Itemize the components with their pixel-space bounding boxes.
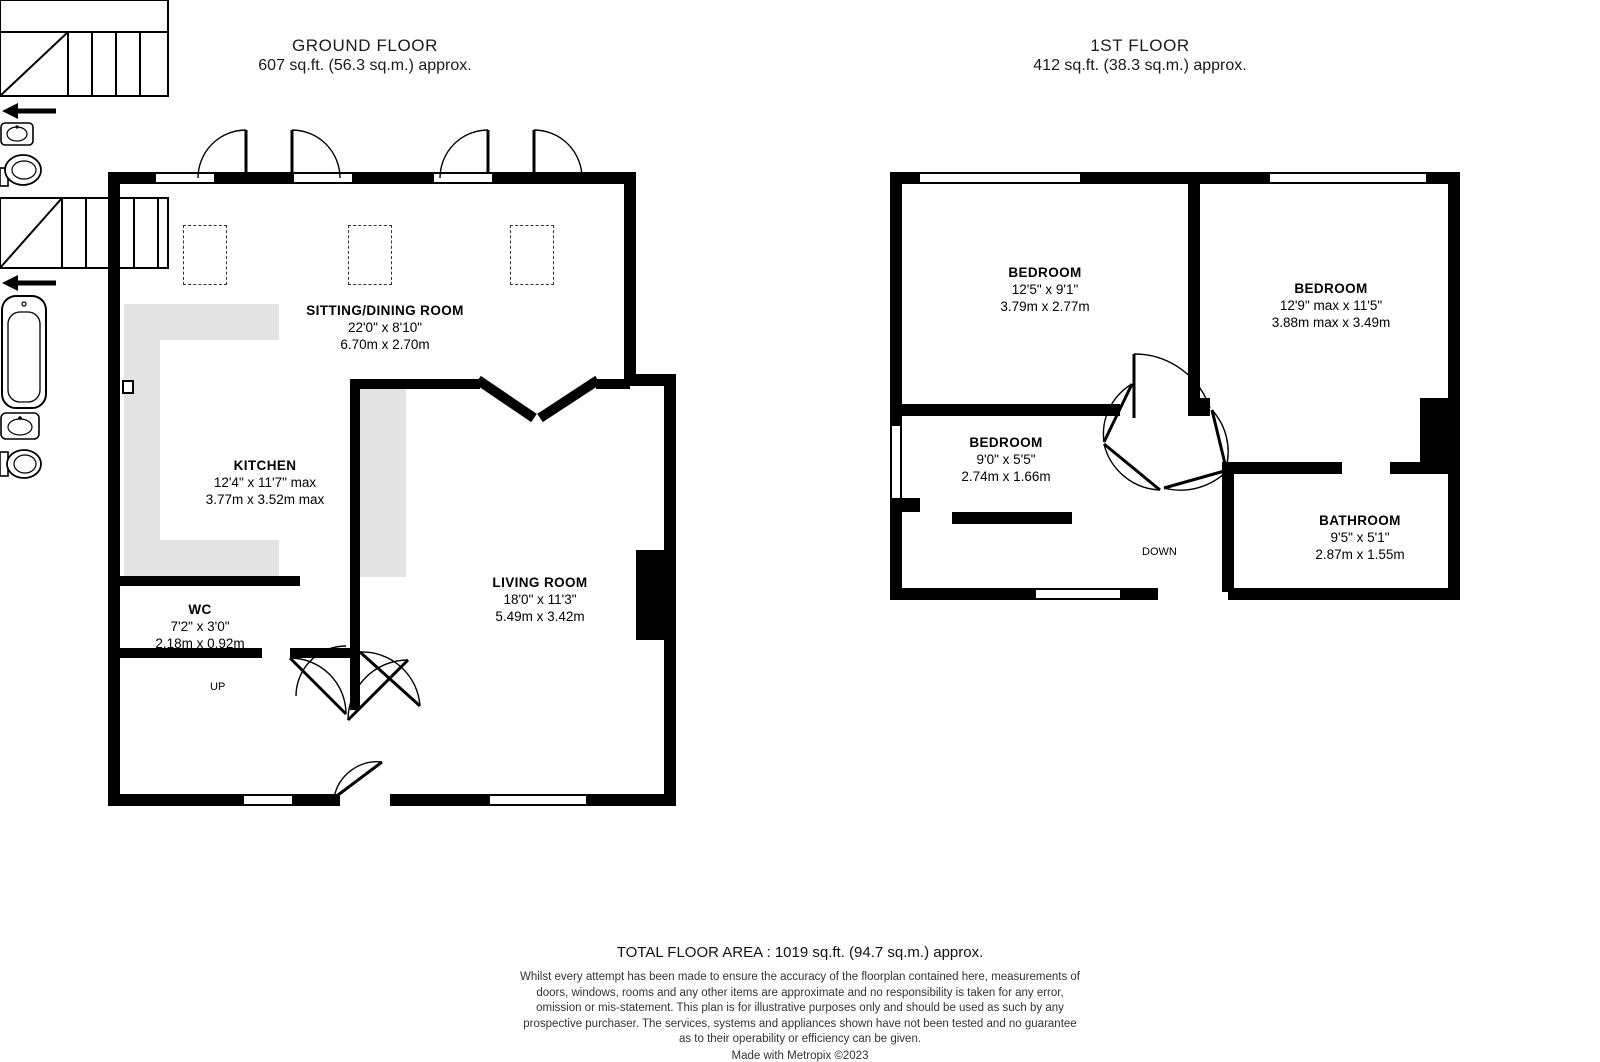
total-floor-area: TOTAL FLOOR AREA : 1019 sq.ft. (94.7 sq.m.) approx.	[616, 944, 984, 961]
room-label-bedroom-2	[1226, 280, 1436, 331]
ground-floor-title: GROUND FLOOR	[291, 36, 439, 55]
room-dims-imperial: 9'0" x 5'5"	[976, 452, 1036, 467]
room-name: LIVING ROOM	[492, 575, 588, 590]
room-dims-metric: 5.49m x 3.42m	[495, 609, 585, 624]
room-dims-imperial: 7'2" x 3'0"	[170, 619, 230, 634]
room-dims-imperial: 12'5" x 9'1"	[1011, 282, 1079, 297]
room-name: KITCHEN	[233, 458, 297, 473]
room-name: BATHROOM	[1319, 513, 1401, 528]
door-arc-front-left	[196, 128, 262, 180]
wall-bottom-left	[108, 794, 244, 806]
window-rear-right	[488, 794, 590, 806]
wall-bottom-mid-2	[390, 794, 492, 806]
ff-wall-bed3-left-stub	[890, 498, 920, 512]
room-label-bedroom-1	[940, 264, 1150, 315]
first-floor-area: 412 sq.ft. (38.3 sq.m.) approx.	[1033, 57, 1247, 74]
window-side-left	[122, 380, 134, 394]
room-dims-metric: 2.87m x 1.55m	[1315, 547, 1405, 562]
ff-wall-left-lower	[890, 500, 902, 600]
opening-splay-left	[476, 378, 536, 420]
disclaimer-text: Whilst every attempt has been made to ensure the accuracy of the floorplan contained here, measurements of doors, windows, rooms and any other items are approximate and no responsibility is taken for any error, omission or mis-statement. This plan is for illustrative purposes only and should be used as such by any prospective purchaser. The services, systems and appliances shown have not been tested and no guarantee as to their operability or efficiency can be given.	[520, 971, 1080, 1045]
ff-wall-bed2-right-stub	[1420, 398, 1460, 464]
ceiling-feature-1	[183, 225, 227, 285]
room-dims-imperial: 12'9" max x 11'5"	[1279, 298, 1383, 313]
window-rear-left	[242, 794, 296, 806]
wall-top-mid-2	[352, 172, 434, 184]
room-name: WC	[188, 602, 212, 617]
wall-right-upper	[624, 172, 636, 384]
wall-wc-top	[120, 576, 300, 586]
room-dims-imperial: 18'0" x 11'3"	[503, 592, 577, 607]
opening-splay-right	[538, 378, 600, 420]
room-dims-metric: 6.70m x 2.70m	[340, 337, 430, 352]
room-name: BEDROOM	[1008, 265, 1082, 280]
room-dims-metric: 2.74m x 1.66m	[961, 469, 1051, 484]
room-name: BEDROOM	[1294, 281, 1368, 296]
room-label-bathroom	[1256, 512, 1464, 563]
ff-window-front-right	[1268, 172, 1428, 184]
footer	[0, 944, 1600, 1062]
room-dims-metric: 3.77m x 3.52m max	[205, 492, 325, 507]
room-name: SITTING/DINING ROOM	[306, 303, 464, 318]
ff-wall-bottom-mid	[1118, 588, 1158, 600]
first-floor-title: 1ST FLOOR	[1090, 36, 1190, 55]
door-arc-front-right-2	[518, 128, 584, 180]
made-with-metropix: Made with Metropix ©2023	[731, 1049, 869, 1062]
wall-left-upper	[108, 172, 120, 384]
wall-bottom-right	[586, 794, 676, 806]
room-label-living	[410, 574, 670, 625]
ceiling-feature-2	[348, 225, 392, 285]
kitchen-units-inner-cut	[160, 340, 279, 540]
ff-wall-bottom-left	[890, 588, 1036, 600]
ceiling-feature-3	[510, 225, 554, 285]
ff-wall-top-mid	[1080, 172, 1270, 184]
stair-direction-arrow-up	[0, 100, 1600, 122]
ground-floor-area: 607 sq.ft. (56.3 sq.m.) approx.	[258, 57, 472, 74]
ff-window-front-left	[918, 172, 1082, 184]
door-arc-rear	[330, 760, 400, 802]
ff-wall-left-upper	[890, 172, 902, 426]
room-name: BEDROOM	[969, 435, 1043, 450]
ff-wall-bottom-right	[1228, 588, 1460, 600]
stair-label-up: UP	[210, 681, 226, 693]
room-label-bedroom-3	[902, 434, 1110, 485]
wall-internal-top-1	[350, 379, 480, 389]
ff-wall-bed3-bottom	[952, 512, 1072, 524]
ff-window-side	[890, 424, 902, 502]
room-label-sitting-dining	[220, 302, 550, 353]
room-dims-metric: 3.79m x 2.77m	[1000, 299, 1090, 314]
staircase-first	[0, 198, 1600, 272]
room-dims-metric: 3.88m max x 3.49m	[1271, 315, 1391, 330]
stair-label-down: DOWN	[1142, 546, 1177, 558]
ff-window-stair	[1030, 588, 1122, 600]
room-label-wc	[110, 601, 290, 652]
room-label-kitchen	[125, 457, 405, 508]
room-dims-metric: 2.18m x 0.92m	[155, 636, 245, 651]
door-arc-front-right-1	[438, 128, 504, 180]
wall-left-mid	[108, 384, 120, 582]
door-arc-front-mid	[276, 128, 342, 180]
room-dims-imperial: 22'0" x 8'10"	[347, 320, 423, 335]
room-dims-imperial: 12'4" x 11'7" max	[213, 475, 317, 490]
wall-internal-top-2	[596, 379, 630, 389]
room-dims-imperial: 9'5" x 5'1"	[1330, 530, 1390, 545]
